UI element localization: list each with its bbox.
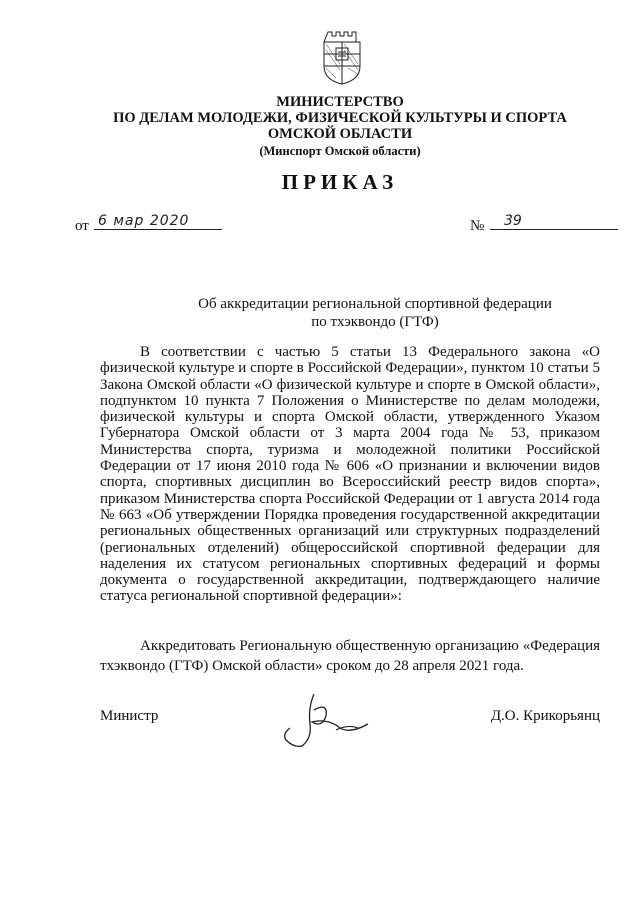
document-title: ПРИКАЗ — [281, 170, 399, 194]
date-value: 6 мар 2020 — [94, 213, 222, 230]
subject-line2: по тхэквондо (ГТФ) — [311, 314, 439, 330]
ministry-title-line3: ОМСКОЙ ОБЛАСТИ — [267, 126, 413, 142]
number-label: № — [470, 218, 485, 234]
signature-icon — [278, 690, 378, 750]
body-paragraph-2: Аккредитовать Региональную общественную организацию «Федерация тхэквондо (ГТФ) Омской области» сроком до 28 апреля 2021 года. — [100, 638, 600, 674]
coat-of-arms-icon — [318, 30, 366, 86]
ministry-title-line1: МИНИСТЕРСТВО — [276, 94, 404, 110]
ministry-short-name: (Минспорт Омской области) — [259, 144, 421, 158]
ministry-title-line2: ПО ДЕЛАМ МОЛОДЕЖИ, ФИЗИЧЕСКОЙ КУЛЬТУРЫ И СПОРТА — [113, 110, 567, 126]
subject-line1: Об аккредитации региональной спортивной федерации — [198, 296, 552, 312]
body-paragraph-1: В соответствии с частью 5 статьи 13 Федерального закона «О физической культуре и спорте в Российской Федерации», пунктом 10 статьи 5 Закона Омской области «О физической культуре и спорте в Омской области», подпунктом 10 пункта 7 Положения о Министерстве по делам молодежи, физической культуры и спорта Омской области, утвержденного Указом Губернатора Омской области от 3 марта 2004 года № 53, приказом Министерства спорта, туризма и молодежной политики Российской Федерации от 17 июня 2010 года № 606 «О признании и включении видов спорта, спортивных дисциплин во Всероссийский реестр видов спорта», приказом Министерства спорта Российской Федерации от 1 августа 2014 года № 663 «Об утверждении Порядка проведения государственной аккредитации региональных общественных организаций или структурных подразделений (региональных отделений) общероссийской спортивной федерации для наделения их статусом региональных спортивных федераций и формы документа о государственной аккредитации, подтверждающего наличие статуса региональной спортивной федерации»: — [100, 344, 600, 605]
date-label: от — [75, 218, 89, 234]
signatory-role: Министр — [100, 708, 159, 724]
number-value: 39 — [490, 213, 618, 230]
signatory-name: Д.О. Крикорьянц — [490, 708, 600, 724]
